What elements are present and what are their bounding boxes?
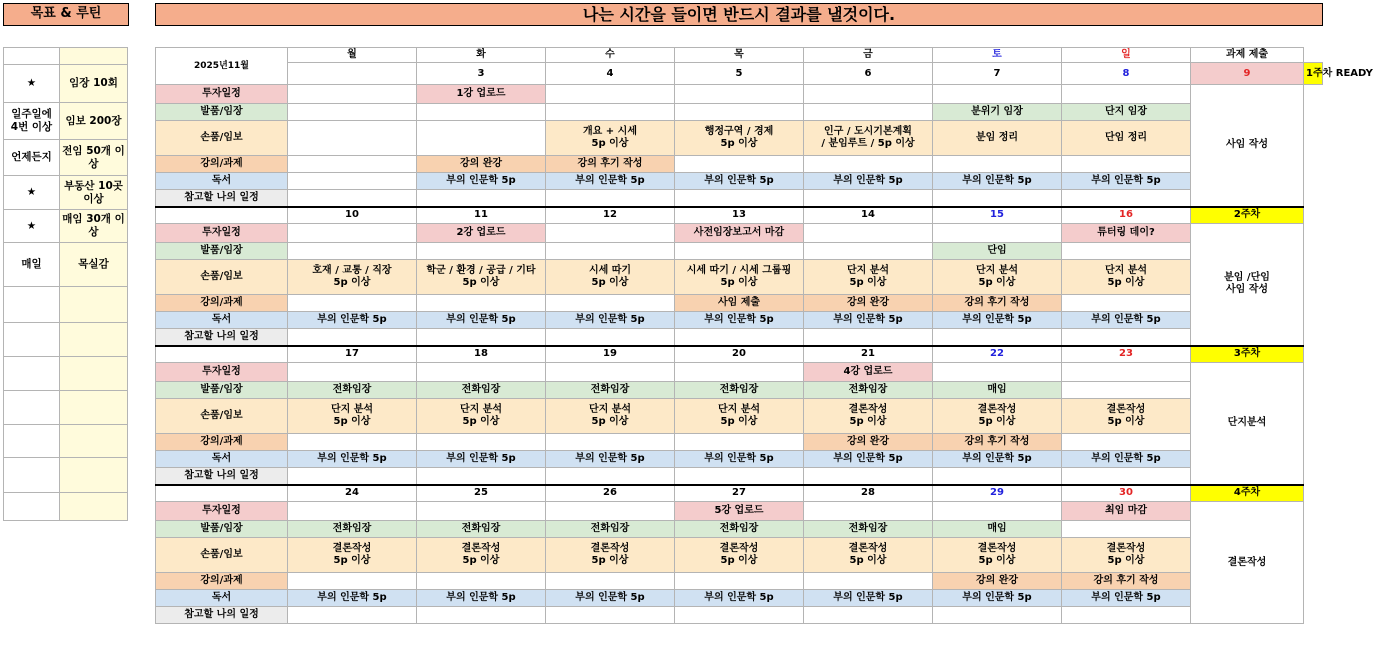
routine-cell[interactable] [4, 425, 60, 458]
goals-routine-table [3, 47, 128, 521]
week-label-cell[interactable] [156, 207, 288, 224]
schedule-cell[interactable]: 전화임장 [546, 382, 675, 399]
schedule-cell[interactable]: 인구 / 도시기본계획 / 분임루트 / 5p 이상 [804, 121, 933, 156]
schedule-cell[interactable]: 결론작성 5p 이상 [804, 538, 933, 573]
schedule-cell[interactable]: 단지 분석 5p 이상 [804, 260, 933, 295]
routine-cell[interactable] [4, 391, 60, 425]
goal-cell[interactable] [60, 493, 128, 521]
schedule-cell[interactable] [288, 224, 417, 243]
category-label[interactable]: 투자일정 [156, 85, 288, 104]
schedule-cell[interactable]: 부의 인문학 5p [288, 590, 417, 607]
goal-cell[interactable] [60, 425, 128, 458]
schedule-cell[interactable] [288, 173, 417, 190]
schedule-cell[interactable]: 전화임장 [417, 382, 546, 399]
schedule-cell[interactable]: 부의 인문학 5p [417, 451, 546, 468]
schedule-cell[interactable]: 단지 분석 5p 이상 [1062, 260, 1191, 295]
schedule-cell[interactable] [288, 104, 417, 121]
weekday-fri[interactable]: 금 [804, 48, 933, 63]
schedule-cell[interactable]: 부의 인문학 5p [546, 590, 675, 607]
schedule-cell[interactable] [804, 607, 933, 624]
schedule-cell[interactable]: 강의 완강 [804, 434, 933, 451]
schedule-cell[interactable]: 매임 [933, 382, 1062, 399]
schedule-cell[interactable]: 결론작성 5p 이상 [933, 399, 1062, 434]
routine-cell[interactable] [4, 287, 60, 323]
date-cell[interactable]: 18 [417, 346, 546, 363]
schedule-cell[interactable] [288, 243, 417, 260]
submission-cell[interactable]: 사임 작성 [1191, 85, 1304, 207]
category-label[interactable]: 독서 [156, 451, 288, 468]
date-cell[interactable]: 26 [546, 485, 675, 502]
schedule-cell[interactable]: 단지 분석 5p 이상 [675, 399, 804, 434]
routine-cell[interactable]: ★ [4, 65, 60, 103]
schedule-cell[interactable] [933, 329, 1062, 346]
schedule-cell[interactable]: 단임 [933, 243, 1062, 260]
submission-cell[interactable]: 분임 /단임 사임 작성 [1191, 224, 1304, 346]
schedule-cell[interactable]: 결론작성 5p 이상 [546, 538, 675, 573]
schedule-cell[interactable]: 강의 후기 작성 [1062, 573, 1191, 590]
schedule-cell[interactable] [804, 156, 933, 173]
schedule-cell[interactable]: 단지 분석 5p 이상 [417, 399, 546, 434]
schedule-cell[interactable] [675, 156, 804, 173]
goal-cell[interactable] [60, 357, 128, 391]
date-cell[interactable]: 29 [933, 485, 1062, 502]
schedule-cell[interactable] [675, 243, 804, 260]
schedule-cell[interactable] [1062, 295, 1191, 312]
date-cell[interactable]: 25 [417, 485, 546, 502]
schedule-cell[interactable] [288, 295, 417, 312]
category-label[interactable]: 참고할 나의 일정 [156, 607, 288, 624]
category-label[interactable]: 강의/과제 [156, 434, 288, 451]
schedule-cell[interactable]: 부의 인문학 5p [417, 312, 546, 329]
routine-cell[interactable]: ★ [4, 210, 60, 243]
schedule-cell[interactable]: 결론작성 5p 이상 [804, 399, 933, 434]
schedule-cell[interactable]: 부의 인문학 5p [804, 173, 933, 190]
date-cell[interactable]: 8 [1062, 63, 1191, 85]
schedule-cell[interactable] [804, 468, 933, 485]
schedule-cell[interactable]: 결론작성 5p 이상 [1062, 399, 1191, 434]
category-label[interactable]: 손품/임보 [156, 538, 288, 573]
schedule-cell[interactable] [288, 434, 417, 451]
schedule-cell[interactable]: 5강 업로드 [675, 502, 804, 521]
routine-cell[interactable] [4, 323, 60, 357]
schedule-cell[interactable] [804, 243, 933, 260]
routine-cell[interactable] [4, 357, 60, 391]
routine-cell[interactable] [4, 493, 60, 521]
schedule-cell[interactable]: 부의 인문학 5p [546, 173, 675, 190]
goal-cell[interactable]: 매임 30개 이상 [60, 210, 128, 243]
schedule-cell[interactable]: 부의 인문학 5p [675, 590, 804, 607]
schedule-cell[interactable] [933, 607, 1062, 624]
page-title: 나는 시간을 들이면 반드시 결과를 낼것이다. [155, 3, 1323, 26]
schedule-cell[interactable]: 전화임장 [675, 521, 804, 538]
schedule-cell[interactable]: 전화임장 [675, 382, 804, 399]
schedule-cell[interactable] [546, 85, 675, 104]
schedule-cell[interactable] [546, 363, 675, 382]
schedule-cell[interactable]: 부의 인문학 5p [933, 312, 1062, 329]
schedule-cell[interactable] [288, 573, 417, 590]
schedule-cell[interactable]: 강의 후기 작성 [933, 434, 1062, 451]
schedule-cell[interactable]: 4강 업로드 [804, 363, 933, 382]
schedule-cell[interactable]: 최임 마감 [1062, 502, 1191, 521]
date-cell[interactable]: 3 [417, 63, 546, 85]
schedule-cell[interactable] [288, 85, 417, 104]
schedule-cell[interactable] [1062, 434, 1191, 451]
schedule-cell[interactable]: 부의 인문학 5p [1062, 590, 1191, 607]
schedule-cell[interactable] [546, 468, 675, 485]
date-cell[interactable]: 10 [288, 207, 417, 224]
category-label[interactable]: 손품/임보 [156, 399, 288, 434]
schedule-cell[interactable]: 전화임장 [804, 382, 933, 399]
schedule-cell[interactable]: 시세 따기 / 시세 그룹핑 5p 이상 [675, 260, 804, 295]
schedule-cell[interactable]: 강의 후기 작성 [546, 156, 675, 173]
schedule-cell[interactable]: 호재 / 교통 / 직장 5p 이상 [288, 260, 417, 295]
schedule-cell[interactable] [804, 85, 933, 104]
schedule-cell[interactable] [288, 121, 417, 156]
calendar-table [155, 47, 1373, 624]
schedule-cell[interactable]: 1강 업로드 [417, 85, 546, 104]
weekday-thu[interactable]: 목 [675, 48, 804, 63]
category-label[interactable]: 참고할 나의 일정 [156, 329, 288, 346]
schedule-cell[interactable] [804, 190, 933, 207]
schedule-cell[interactable] [546, 573, 675, 590]
schedule-cell[interactable] [675, 434, 804, 451]
schedule-cell[interactable]: 튜터링 데이? [1062, 224, 1191, 243]
schedule-cell[interactable] [675, 363, 804, 382]
schedule-cell[interactable]: 개요 + 시세 5p 이상 [546, 121, 675, 156]
goal-cell[interactable]: 임보 200장 [60, 103, 128, 140]
schedule-cell[interactable]: 전화임장 [417, 521, 546, 538]
schedule-cell[interactable]: 부의 인문학 5p [1062, 451, 1191, 468]
weekday-mon[interactable]: 월 [288, 48, 417, 63]
schedule-cell[interactable] [288, 607, 417, 624]
schedule-cell[interactable] [1062, 607, 1191, 624]
schedule-cell[interactable] [417, 363, 546, 382]
schedule-cell[interactable]: 단임 정리 [1062, 121, 1191, 156]
submission-header[interactable]: 과제 제출 [1191, 48, 1304, 63]
schedule-cell[interactable]: 단지 분석 5p 이상 [546, 399, 675, 434]
schedule-cell[interactable] [1062, 363, 1191, 382]
category-label[interactable]: 손품/임보 [156, 260, 288, 295]
goal-cell[interactable]: 전임 50개 이상 [60, 140, 128, 176]
date-cell[interactable]: 7 [933, 63, 1062, 85]
schedule-cell[interactable]: 부의 인문학 5p [933, 173, 1062, 190]
schedule-cell[interactable] [546, 104, 675, 121]
month-label[interactable]: 2025년11월 [156, 48, 288, 85]
routine-cell[interactable] [4, 48, 60, 65]
schedule-cell[interactable] [546, 329, 675, 346]
submission-cell[interactable]: 결론작성 [1191, 502, 1304, 624]
schedule-cell[interactable]: 결론작성 5p 이상 [1062, 538, 1191, 573]
schedule-cell[interactable]: 부의 인문학 5p [804, 590, 933, 607]
date-cell[interactable]: 28 [804, 485, 933, 502]
schedule-cell[interactable] [288, 468, 417, 485]
submission-cell[interactable]: 단지분석 [1191, 363, 1304, 485]
schedule-cell[interactable]: 시세 따기 5p 이상 [546, 260, 675, 295]
schedule-cell[interactable] [804, 573, 933, 590]
category-label[interactable]: 독서 [156, 312, 288, 329]
schedule-cell[interactable] [1062, 85, 1191, 104]
goal-cell[interactable]: 목실감 [60, 243, 128, 287]
schedule-cell[interactable]: 2강 업로드 [417, 224, 546, 243]
schedule-cell[interactable]: 매임 [933, 521, 1062, 538]
category-label[interactable]: 발품/임장 [156, 521, 288, 538]
schedule-cell[interactable]: 분임 정리 [933, 121, 1062, 156]
schedule-cell[interactable] [546, 243, 675, 260]
schedule-cell[interactable]: 학군 / 환경 / 공급 / 기타 5p 이상 [417, 260, 546, 295]
schedule-cell[interactable] [546, 434, 675, 451]
schedule-cell[interactable]: 단지 분석 5p 이상 [288, 399, 417, 434]
date-cell[interactable]: 30 [1062, 485, 1191, 502]
schedule-cell[interactable] [546, 190, 675, 207]
week-label-cell[interactable] [156, 485, 288, 502]
schedule-cell[interactable]: 전화임장 [288, 521, 417, 538]
schedule-cell[interactable] [933, 363, 1062, 382]
schedule-cell[interactable] [417, 243, 546, 260]
date-cell[interactable]: 16 [1062, 207, 1191, 224]
schedule-cell[interactable] [933, 502, 1062, 521]
schedule-cell[interactable]: 전화임장 [804, 521, 933, 538]
weekday-tue[interactable]: 화 [417, 48, 546, 63]
schedule-cell[interactable]: 결론작성 5p 이상 [288, 538, 417, 573]
schedule-cell[interactable] [804, 502, 933, 521]
category-label[interactable]: 발품/임장 [156, 104, 288, 121]
schedule-cell[interactable]: 강의 완강 [933, 573, 1062, 590]
schedule-cell[interactable] [288, 363, 417, 382]
routine-cell[interactable] [4, 458, 60, 493]
schedule-cell[interactable] [417, 104, 546, 121]
schedule-cell[interactable] [675, 104, 804, 121]
schedule-cell[interactable] [1062, 190, 1191, 207]
category-label[interactable]: 투자일정 [156, 502, 288, 521]
routine-cell[interactable]: 언제든지 [4, 140, 60, 176]
date-cell[interactable]: 6 [804, 63, 933, 85]
schedule-cell[interactable] [417, 329, 546, 346]
schedule-cell[interactable] [417, 607, 546, 624]
goal-cell[interactable]: 부동산 10곳 이상 [60, 176, 128, 210]
schedule-cell[interactable] [417, 190, 546, 207]
schedule-cell[interactable]: 부의 인문학 5p [288, 451, 417, 468]
schedule-cell[interactable]: 사임 제출 [675, 295, 804, 312]
schedule-cell[interactable]: 부의 인문학 5p [1062, 173, 1191, 190]
schedule-cell[interactable] [288, 190, 417, 207]
schedule-cell[interactable]: 부의 인문학 5p [804, 451, 933, 468]
schedule-cell[interactable] [933, 190, 1062, 207]
date-cell[interactable]: 22 [933, 346, 1062, 363]
schedule-cell[interactable]: 결론작성 5p 이상 [417, 538, 546, 573]
date-cell[interactable]: 9 [1191, 63, 1304, 85]
routine-title: 목표 & 루틴 [3, 3, 129, 26]
date-cell[interactable]: 23 [1062, 346, 1191, 363]
schedule-cell[interactable]: 부의 인문학 5p [933, 590, 1062, 607]
schedule-cell[interactable] [675, 85, 804, 104]
schedule-cell[interactable]: 부의 인문학 5p [1062, 312, 1191, 329]
category-label[interactable]: 투자일정 [156, 363, 288, 382]
schedule-cell[interactable] [1062, 156, 1191, 173]
schedule-cell[interactable]: 부의 인문학 5p [804, 312, 933, 329]
date-cell[interactable]: 13 [675, 207, 804, 224]
schedule-cell[interactable] [417, 573, 546, 590]
schedule-cell[interactable]: 강의 후기 작성 [933, 295, 1062, 312]
schedule-cell[interactable]: 단지 분석 5p 이상 [933, 260, 1062, 295]
schedule-cell[interactable] [804, 329, 933, 346]
date-cell[interactable]: 21 [804, 346, 933, 363]
schedule-cell[interactable]: 강의 완강 [804, 295, 933, 312]
schedule-cell[interactable] [675, 607, 804, 624]
goal-cell[interactable] [60, 458, 128, 493]
category-label[interactable]: 투자일정 [156, 224, 288, 243]
goal-cell[interactable] [60, 48, 128, 65]
weekday-sun[interactable]: 일 [1062, 48, 1191, 63]
schedule-cell[interactable]: 결론작성 5p 이상 [675, 538, 804, 573]
schedule-cell[interactable] [546, 607, 675, 624]
category-label[interactable]: 손품/임보 [156, 121, 288, 156]
week-label-cell[interactable] [288, 63, 417, 85]
schedule-cell[interactable]: 부의 인문학 5p [675, 451, 804, 468]
schedule-cell[interactable] [1062, 243, 1191, 260]
schedule-cell[interactable]: 부의 인문학 5p [675, 312, 804, 329]
routine-cell[interactable]: 일주일에 4번 이상 [4, 103, 60, 140]
schedule-cell[interactable] [675, 329, 804, 346]
schedule-cell[interactable] [933, 468, 1062, 485]
schedule-cell[interactable]: 부의 인문학 5p [288, 312, 417, 329]
schedule-cell[interactable]: 사전임장보고서 마감 [675, 224, 804, 243]
schedule-cell[interactable] [288, 329, 417, 346]
schedule-cell[interactable]: 분위기 임장 [933, 104, 1062, 121]
goal-cell[interactable] [60, 323, 128, 357]
date-cell[interactable]: 4 [546, 63, 675, 85]
schedule-cell[interactable] [1062, 329, 1191, 346]
category-label[interactable]: 참고할 나의 일정 [156, 190, 288, 207]
schedule-cell[interactable] [288, 502, 417, 521]
week-label-cell[interactable] [156, 346, 288, 363]
category-label[interactable]: 강의/과제 [156, 156, 288, 173]
category-label[interactable]: 독서 [156, 590, 288, 607]
category-label[interactable]: 발품/임장 [156, 243, 288, 260]
week-badge[interactable]: 3주차 [1191, 346, 1304, 363]
weekday-wed[interactable]: 수 [546, 48, 675, 63]
schedule-cell[interactable] [417, 295, 546, 312]
schedule-cell[interactable] [417, 502, 546, 521]
category-label[interactable]: 강의/과제 [156, 573, 288, 590]
category-label[interactable]: 발품/임장 [156, 382, 288, 399]
schedule-cell[interactable]: 부의 인문학 5p [417, 173, 546, 190]
schedule-cell[interactable] [417, 434, 546, 451]
goal-cell[interactable] [60, 287, 128, 323]
date-cell[interactable]: 15 [933, 207, 1062, 224]
schedule-cell[interactable] [675, 190, 804, 207]
date-cell[interactable]: 17 [288, 346, 417, 363]
schedule-cell[interactable]: 부의 인문학 5p [546, 312, 675, 329]
schedule-cell[interactable]: 전화임장 [546, 521, 675, 538]
schedule-cell[interactable] [804, 224, 933, 243]
schedule-cell[interactable] [417, 121, 546, 156]
schedule-cell[interactable] [1062, 382, 1191, 399]
schedule-cell[interactable] [546, 502, 675, 521]
weekday-sat[interactable]: 토 [933, 48, 1062, 63]
schedule-cell[interactable] [1062, 521, 1191, 538]
schedule-cell[interactable] [675, 573, 804, 590]
schedule-cell[interactable] [933, 156, 1062, 173]
schedule-cell[interactable] [804, 104, 933, 121]
category-label[interactable]: 독서 [156, 173, 288, 190]
date-cell[interactable]: 12 [546, 207, 675, 224]
date-cell[interactable]: 27 [675, 485, 804, 502]
schedule-cell[interactable] [546, 295, 675, 312]
routine-cell[interactable]: 매일 [4, 243, 60, 287]
schedule-cell[interactable] [933, 224, 1062, 243]
schedule-cell[interactable]: 부의 인문학 5p [546, 451, 675, 468]
schedule-cell[interactable] [546, 224, 675, 243]
schedule-cell[interactable]: 부의 인문학 5p [675, 173, 804, 190]
week-badge[interactable]: 1주차 READY [1304, 63, 1323, 85]
schedule-cell[interactable]: 강의 완강 [417, 156, 546, 173]
schedule-cell[interactable] [675, 468, 804, 485]
schedule-cell[interactable] [417, 468, 546, 485]
date-cell[interactable]: 14 [804, 207, 933, 224]
routine-cell[interactable]: ★ [4, 176, 60, 210]
schedule-cell[interactable]: 단지 임장 [1062, 104, 1191, 121]
category-label[interactable]: 강의/과제 [156, 295, 288, 312]
date-cell[interactable]: 24 [288, 485, 417, 502]
week-badge[interactable]: 4주차 [1191, 485, 1304, 502]
category-label[interactable]: 참고할 나의 일정 [156, 468, 288, 485]
date-cell[interactable]: 20 [675, 346, 804, 363]
schedule-cell[interactable] [288, 156, 417, 173]
schedule-cell[interactable] [933, 85, 1062, 104]
schedule-cell[interactable]: 전화임장 [288, 382, 417, 399]
week-badge[interactable]: 2주차 [1191, 207, 1304, 224]
date-cell[interactable]: 5 [675, 63, 804, 85]
schedule-cell[interactable]: 행정구역 / 경제 5p 이상 [675, 121, 804, 156]
goal-cell[interactable]: 임장 10회 [60, 65, 128, 103]
schedule-cell[interactable]: 결론작성 5p 이상 [933, 538, 1062, 573]
date-cell[interactable]: 19 [546, 346, 675, 363]
goal-cell[interactable] [60, 391, 128, 425]
schedule-cell[interactable]: 부의 인문학 5p [417, 590, 546, 607]
date-cell[interactable]: 11 [417, 207, 546, 224]
schedule-cell[interactable] [1062, 468, 1191, 485]
schedule-cell[interactable]: 부의 인문학 5p [933, 451, 1062, 468]
